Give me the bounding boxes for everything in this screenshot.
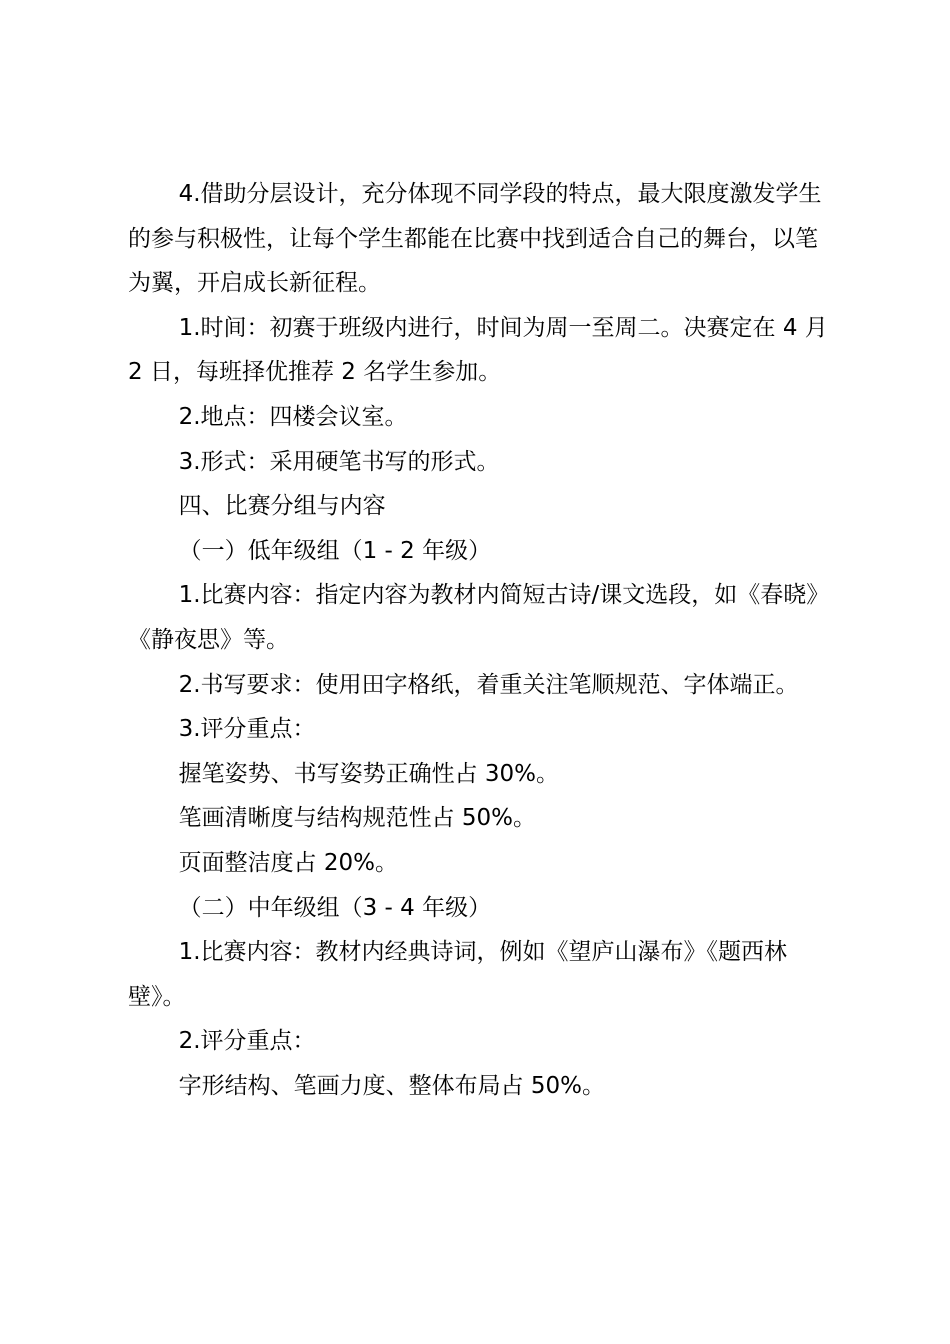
scoring-item-posture: 握笔姿势、书写姿势正确性占 30%。 bbox=[178, 760, 560, 787]
paragraph-location: 2.地点：四楼会议室。 bbox=[178, 403, 408, 430]
subheading-middle-grade: （二）中年级组（3 - 4 年级） bbox=[178, 894, 492, 921]
paragraph-lower-scoring: 3.评分重点： bbox=[178, 716, 316, 743]
paragraph-lower-requirements: 2.书写要求：使用田字格纸，着重关注笔顺规范、字体端正。 bbox=[178, 671, 799, 698]
paragraph-lower-content: 1.比赛内容：指定内容为教材内简短古诗/课文选段，如《春晓》《静夜思》等。 bbox=[128, 582, 830, 653]
scoring-item-structure: 字形结构、笔画力度、整体布局占 50%。 bbox=[178, 1072, 606, 1099]
paragraph-time: 1.时间：初赛于班级内进行，时间为周一至周二。决赛定在 4 月 2 日，每班择优推荐 2 名学生参加。 bbox=[128, 314, 836, 386]
scoring-item-strokes: 笔画清晰度与结构规范性占 50%。 bbox=[178, 805, 537, 832]
paragraph-middle-content: 1.比赛内容：教材内经典诗词，例如《望庐山瀑布》《题西林壁》。 bbox=[128, 939, 788, 1010]
document-body bbox=[128, 172, 834, 1108]
scoring-item-neatness: 页面整洁度占 20%。 bbox=[178, 849, 399, 876]
paragraph-goal-4: 4.借助分层设计，充分体现不同学段的特点，最大限度激发学生的参与积极性，让每个学生都能在比赛中找到适合自己的舞台，以笔为翼，开启成长新征程。 bbox=[128, 181, 822, 297]
paragraph-middle-scoring: 2.评分重点： bbox=[178, 1028, 316, 1055]
paragraph-format: 3.形式：采用硬笔书写的形式。 bbox=[178, 448, 500, 475]
subheading-lower-grade: （一）低年级组（1 - 2 年级） bbox=[178, 537, 492, 564]
section-heading-groups: 四、比赛分组与内容 bbox=[178, 493, 386, 520]
